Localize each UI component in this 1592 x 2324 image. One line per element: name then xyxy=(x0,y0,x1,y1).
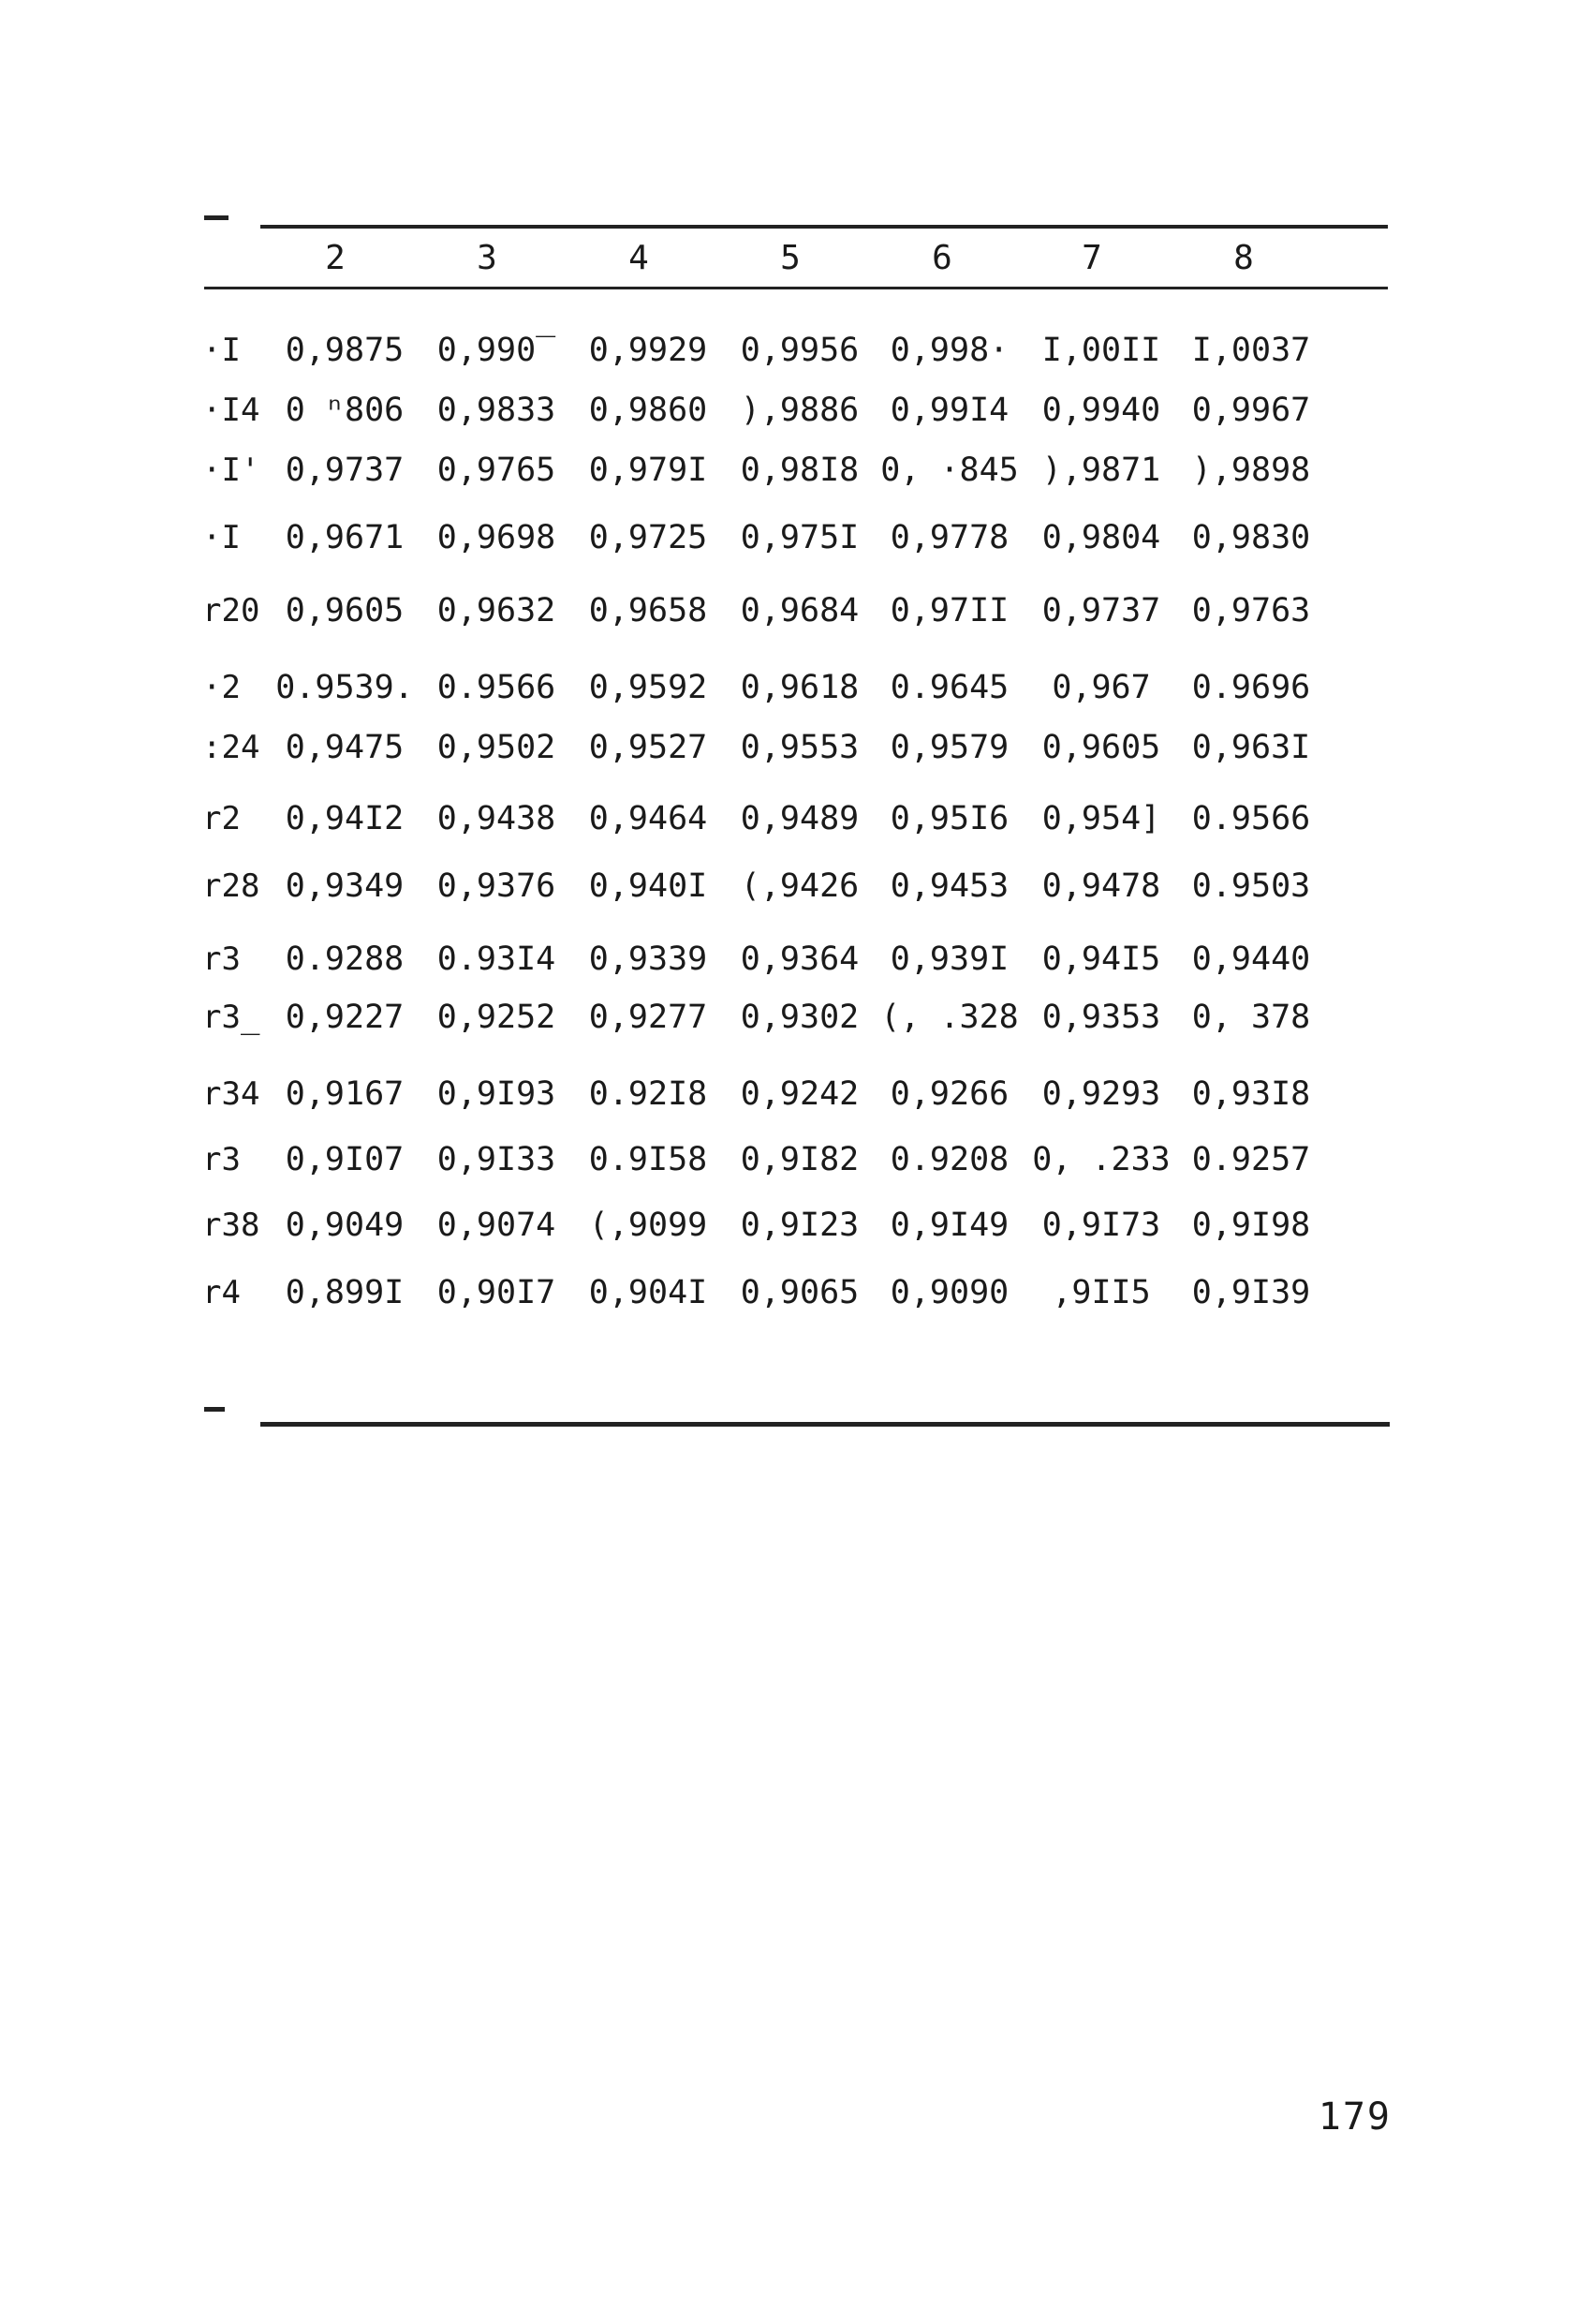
table-cell: 0.9257 xyxy=(1191,1141,1311,1178)
table-cell: 0,9I23 xyxy=(740,1206,860,1244)
table-row xyxy=(0,798,1592,839)
column-header-5: 5 xyxy=(780,239,801,277)
table-cell: I,00II xyxy=(1041,332,1161,369)
table-row xyxy=(0,1073,1592,1115)
table-cell: 0,9684 xyxy=(740,592,860,629)
table-cell: 0,9502 xyxy=(436,729,556,766)
table-cell: 0,9453 xyxy=(890,867,1010,905)
row-label: r2 xyxy=(202,800,241,837)
table-cell: 0,9671 xyxy=(285,519,405,556)
column-header-7: 7 xyxy=(1082,239,1102,277)
table-cell: 0,9763 xyxy=(1191,592,1311,629)
table-cell: 0.9503 xyxy=(1191,867,1311,905)
table-cell: 0,9833 xyxy=(436,392,556,429)
table-cell: 0,9967 xyxy=(1191,392,1311,429)
table-cell: ),9871 xyxy=(1041,451,1161,489)
table-cell: 0,9592 xyxy=(588,669,708,706)
table-cell: 0.9I58 xyxy=(588,1141,708,1178)
table-cell: 0,9242 xyxy=(740,1075,860,1113)
table-cell: 0.93I4 xyxy=(436,940,556,978)
table-cell: 0,9605 xyxy=(285,592,405,629)
table-cell: 0,93I8 xyxy=(1191,1075,1311,1113)
table-cell: 0,963I xyxy=(1191,729,1311,766)
table-cell: 0,9440 xyxy=(1191,940,1311,978)
row-label: ·2 xyxy=(202,669,241,706)
table-cell: 0,9I49 xyxy=(890,1206,1010,1244)
table-cell: 0,9I82 xyxy=(740,1141,860,1178)
column-header-4: 4 xyxy=(628,239,649,277)
row-label: r28 xyxy=(202,867,260,905)
table-row xyxy=(0,866,1592,907)
table-cell: 0,975I xyxy=(740,519,860,556)
bottom-left-rule-mark xyxy=(204,1407,225,1412)
table-cell: 0,9I33 xyxy=(436,1141,556,1178)
table-row xyxy=(0,390,1592,431)
table-cell: 0,9464 xyxy=(588,800,708,837)
table-row xyxy=(0,330,1592,371)
table-cell: 0,9929 xyxy=(588,332,708,369)
table-cell: 0,990‾ xyxy=(436,332,556,369)
table-cell: 0,904I xyxy=(588,1274,708,1311)
table-cell: 0,954] xyxy=(1041,800,1161,837)
column-header-8: 8 xyxy=(1233,239,1254,277)
table-cell: 0,99I4 xyxy=(890,392,1010,429)
table-cell: 0,899I xyxy=(285,1274,405,1311)
table-cell: 0,90I7 xyxy=(436,1274,556,1311)
table-cell: 0,9252 xyxy=(436,999,556,1036)
table-cell: 0,979I xyxy=(588,451,708,489)
table-cell: 0,97II xyxy=(890,592,1010,629)
table-cell: 0,9940 xyxy=(1041,392,1161,429)
table-cell: 0.9566 xyxy=(436,669,556,706)
table-cell: 0,9778 xyxy=(890,519,1010,556)
table-cell: I,0037 xyxy=(1191,332,1311,369)
table-cell: 0,9167 xyxy=(285,1075,405,1113)
table-cell: ,9II5 xyxy=(1052,1274,1151,1311)
table-cell: 0,9658 xyxy=(588,592,708,629)
table-cell: 0,9725 xyxy=(588,519,708,556)
table-cell: 0,9049 xyxy=(285,1206,405,1244)
column-header-2: 2 xyxy=(325,239,346,277)
header-rule xyxy=(204,287,1388,289)
table-cell: 0.92I8 xyxy=(588,1075,708,1113)
table-cell: 0,9632 xyxy=(436,592,556,629)
table-cell: 0,967 xyxy=(1052,669,1151,706)
table-cell: 0,998· xyxy=(890,332,1010,369)
table-cell: 0,9478 xyxy=(1041,867,1161,905)
table-cell: 0,9618 xyxy=(740,669,860,706)
page-number: 179 xyxy=(1318,2095,1392,2139)
table-cell: 0,9956 xyxy=(740,332,860,369)
table-cell: 0,94I5 xyxy=(1041,940,1161,978)
column-header-6: 6 xyxy=(932,239,952,277)
table-cell: 0 ⁿ806 xyxy=(285,392,405,429)
table-cell: 0,9804 xyxy=(1041,519,1161,556)
table-cell: 0.9696 xyxy=(1191,669,1311,706)
table-cell: 0,9302 xyxy=(740,999,860,1036)
table-row xyxy=(0,590,1592,631)
table-cell: 0,9527 xyxy=(588,729,708,766)
table-row xyxy=(0,1139,1592,1180)
column-header-3: 3 xyxy=(477,239,497,277)
table-cell: 0.9208 xyxy=(890,1141,1010,1178)
row-label: ·I4 xyxy=(202,392,260,429)
table-cell: 0,9737 xyxy=(1041,592,1161,629)
table-cell: 0,9438 xyxy=(436,800,556,837)
table-cell: 0,9090 xyxy=(890,1274,1010,1311)
table-row xyxy=(0,1205,1592,1246)
table-cell: 0,9737 xyxy=(285,451,405,489)
table-cell: 0.9566 xyxy=(1191,800,1311,837)
table-cell: 0,939I xyxy=(890,940,1010,978)
table-cell: 0,9698 xyxy=(436,519,556,556)
table-cell: 0,9830 xyxy=(1191,519,1311,556)
table-cell: 0,9475 xyxy=(285,729,405,766)
table-cell: 0,9353 xyxy=(1041,999,1161,1036)
table-row xyxy=(0,667,1592,708)
table-cell: 0,9I98 xyxy=(1191,1206,1311,1244)
table-cell: 0,9266 xyxy=(890,1075,1010,1113)
table-cell: ),9886 xyxy=(740,392,860,429)
table-cell: 0,9I07 xyxy=(285,1141,405,1178)
table-cell: 0,9I39 xyxy=(1191,1274,1311,1311)
table-cell: 0,9227 xyxy=(285,999,405,1036)
table-cell: 0,9364 xyxy=(740,940,860,978)
row-label: r4 xyxy=(202,1274,241,1311)
table-cell: 0, .233 xyxy=(1032,1141,1171,1178)
table-row xyxy=(0,1272,1592,1313)
table-cell: 0,9074 xyxy=(436,1206,556,1244)
row-label: r34 xyxy=(202,1075,260,1113)
table-row xyxy=(0,727,1592,768)
table-cell: 0,9553 xyxy=(740,729,860,766)
row-label: r38 xyxy=(202,1206,260,1244)
row-label: r3_ xyxy=(202,999,260,1036)
table-cell: 0,9277 xyxy=(588,999,708,1036)
table-cell: 0,94I2 xyxy=(285,800,405,837)
table-cell: 0,98I8 xyxy=(740,451,860,489)
table-cell: 0.9645 xyxy=(890,669,1010,706)
table-row xyxy=(0,450,1592,491)
table-row xyxy=(0,517,1592,558)
table-cell: 0,9I93 xyxy=(436,1075,556,1113)
table-cell: (,9426 xyxy=(740,867,860,905)
row-label: r20 xyxy=(202,592,260,629)
top-left-rule-mark xyxy=(204,215,228,220)
table-cell: 0,9376 xyxy=(436,867,556,905)
table-cell: (, .328 xyxy=(880,999,1019,1036)
table-cell: 0, 378 xyxy=(1191,999,1311,1036)
table-cell: 0,9860 xyxy=(588,392,708,429)
table-cell: (,9099 xyxy=(588,1206,708,1244)
table-cell: 0,9489 xyxy=(740,800,860,837)
table-cell: 0,9875 xyxy=(285,332,405,369)
table-cell: ),9898 xyxy=(1191,451,1311,489)
table-cell: 0,9065 xyxy=(740,1274,860,1311)
row-label: ·I xyxy=(202,519,241,556)
table-row xyxy=(0,997,1592,1038)
row-label: ·I' xyxy=(202,451,260,489)
table-cell: 0,95I6 xyxy=(890,800,1010,837)
row-label: r3 xyxy=(202,1141,241,1178)
table-cell: 0,9349 xyxy=(285,867,405,905)
row-label: r3 xyxy=(202,940,241,978)
table-cell: 0,9I73 xyxy=(1041,1206,1161,1244)
table-cell: 0,9339 xyxy=(588,940,708,978)
table-row xyxy=(0,939,1592,980)
table-top-rule xyxy=(260,225,1388,229)
row-label: ·I xyxy=(202,332,241,369)
table-bottom-rule xyxy=(260,1422,1390,1427)
table-cell: 0,9579 xyxy=(890,729,1010,766)
table-cell: 0, ·845 xyxy=(880,451,1019,489)
table-cell: 0,9605 xyxy=(1041,729,1161,766)
table-cell: 0,940I xyxy=(588,867,708,905)
row-label: :24 xyxy=(202,729,260,766)
table-cell: 0,9293 xyxy=(1041,1075,1161,1113)
table-cell: 0.9288 xyxy=(285,940,405,978)
table-cell: 0,9765 xyxy=(436,451,556,489)
table-cell: 0.9539. xyxy=(275,669,414,706)
